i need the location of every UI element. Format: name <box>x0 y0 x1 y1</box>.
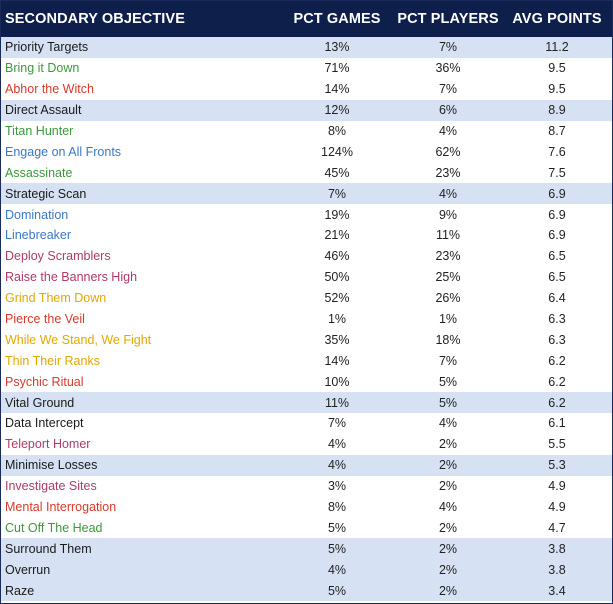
pct-players-cell: 62% <box>435 144 461 159</box>
pct-players-cell: 2% <box>438 583 458 598</box>
avg-points-cell: 6.5 <box>548 270 566 285</box>
pct-players-cell: 6% <box>438 103 458 118</box>
pct-games-cell: 46% <box>324 249 350 264</box>
header-pct-players: PCT PLAYERS <box>397 11 499 27</box>
pct-players-cell: 7% <box>438 82 458 97</box>
pct-players-cell: 25% <box>435 270 461 285</box>
table-row <box>1 559 612 580</box>
pct-games-cell: 4% <box>327 562 347 577</box>
pct-games-cell: 5% <box>327 541 347 556</box>
pct-players-cell: 26% <box>435 291 461 306</box>
avg-points-cell: 6.9 <box>548 207 566 222</box>
table-row <box>1 225 612 246</box>
table-row <box>1 434 612 455</box>
header-pct-games: PCT GAMES <box>293 11 381 27</box>
pct-games-cell: 14% <box>324 353 350 368</box>
pct-players-cell: 1% <box>438 312 458 327</box>
avg-points-cell: 6.5 <box>548 249 566 264</box>
objective-name: Titan Hunter <box>5 124 74 138</box>
pct-games-cell: 21% <box>324 228 350 243</box>
table-row <box>1 100 612 121</box>
avg-points-cell: 6.4 <box>548 291 566 306</box>
pct-players-cell: 2% <box>438 437 458 452</box>
pct-players-cell: 2% <box>438 479 458 494</box>
avg-points-cell: 7.6 <box>548 144 566 159</box>
avg-points-cell: 9.5 <box>548 61 566 76</box>
objective-name: Priority Targets <box>5 40 89 55</box>
table-body <box>1 37 612 601</box>
avg-points-cell: 6.3 <box>548 332 566 347</box>
objective-name: Abhor the Witch <box>5 82 94 97</box>
avg-points-cell: 3.8 <box>548 562 566 577</box>
pct-games-cell: 11% <box>324 395 350 410</box>
avg-points-cell: 5.3 <box>548 458 566 473</box>
objective-name: Mental Interrogation <box>5 500 117 515</box>
avg-points-cell: 6.9 <box>548 228 566 243</box>
table-row <box>1 413 612 434</box>
objective-name: Grind Them Down <box>5 291 107 306</box>
pct-games-cell: 5% <box>327 520 347 535</box>
table-row <box>1 183 612 204</box>
objective-name: Engage on All Fronts <box>5 144 122 159</box>
objective-name: Assassinate <box>5 165 73 180</box>
avg-points-cell: 4.7 <box>548 520 566 535</box>
pct-players-cell: 2% <box>438 562 458 577</box>
table-row <box>1 288 612 309</box>
pct-games-cell: 19% <box>324 207 350 222</box>
objective-name: Psychic Ritual <box>5 374 84 389</box>
objective-name: Minimise Losses <box>5 458 98 473</box>
objective-name: Vital Ground <box>5 395 75 410</box>
table-row <box>1 580 612 601</box>
objective-name: Deploy Scramblers <box>5 249 111 264</box>
table-row <box>1 455 612 476</box>
table-row <box>1 121 612 142</box>
pct-players-cell: 5% <box>438 374 458 389</box>
pct-players-cell: 36% <box>435 61 461 76</box>
objective-name: Cut Off The Head <box>5 520 103 535</box>
objective-name: Direct Assault <box>5 103 82 118</box>
table-row <box>1 267 612 288</box>
avg-points-cell: 4.9 <box>548 500 566 515</box>
table-row <box>1 497 612 518</box>
pct-players-cell: 4% <box>438 416 458 431</box>
table-row <box>1 309 612 330</box>
table-row <box>1 246 612 267</box>
objective-name: Raise the Banners High <box>5 270 138 285</box>
objective-name: Domination <box>5 207 69 222</box>
table-row <box>1 392 612 413</box>
avg-points-cell: 8.9 <box>548 103 566 118</box>
table-row <box>1 79 612 100</box>
table-row <box>1 37 612 58</box>
table-row <box>1 350 612 371</box>
avg-points-cell: 6.9 <box>548 186 566 201</box>
avg-points-cell: 6.1 <box>548 416 566 431</box>
pct-players-cell: 23% <box>435 249 461 264</box>
objective-name: Teleport Homer <box>5 437 91 452</box>
pct-players-cell: 9% <box>438 207 458 222</box>
avg-points-cell: 9.5 <box>548 82 566 97</box>
objective-name: Data Intercept <box>5 416 84 431</box>
table-row <box>1 329 612 350</box>
table-row <box>1 162 612 183</box>
pct-players-cell: 2% <box>438 520 458 535</box>
table-row <box>1 141 612 162</box>
pct-games-cell: 3% <box>327 479 347 494</box>
avg-points-cell: 6.2 <box>548 395 566 410</box>
objective-name: Surround Them <box>5 541 92 556</box>
objective-name: Pierce the Veil <box>5 312 85 327</box>
pct-games-cell: 14% <box>324 82 350 97</box>
avg-points-cell: 6.2 <box>548 374 566 389</box>
avg-points-cell: 5.5 <box>548 437 566 452</box>
pct-players-cell: 7% <box>438 353 458 368</box>
objective-name: Investigate Sites <box>5 479 97 494</box>
pct-players-cell: 11% <box>435 228 461 243</box>
avg-points-cell: 6.3 <box>548 312 566 327</box>
pct-games-cell: 50% <box>324 270 350 285</box>
objective-name: Raze <box>5 583 35 598</box>
table-row <box>1 538 612 559</box>
avg-points-cell: 8.7 <box>548 124 566 138</box>
objective-name: While We Stand, We Fight <box>5 332 152 347</box>
avg-points-cell: 6.2 <box>548 353 566 368</box>
pct-games-cell: 35% <box>324 332 350 347</box>
pct-games-cell: 4% <box>327 437 347 452</box>
pct-players-cell: 4% <box>438 500 458 515</box>
avg-points-cell: 3.4 <box>548 583 566 598</box>
pct-games-cell: 12% <box>324 103 350 118</box>
pct-games-cell: 8% <box>327 500 347 515</box>
avg-points-cell: 4.9 <box>548 479 566 494</box>
pct-games-cell: 1% <box>327 312 347 327</box>
avg-points-cell: 7.5 <box>548 165 566 180</box>
table-header <box>1 1 612 37</box>
header-objective: SECONDARY OBJECTIVE <box>5 11 185 27</box>
objective-name: Strategic Scan <box>5 186 87 201</box>
table-row <box>1 476 612 497</box>
objective-name: Thin Their Ranks <box>5 353 100 368</box>
objective-name: Bring it Down <box>5 61 80 76</box>
pct-games-cell: 7% <box>327 186 347 201</box>
pct-players-cell: 18% <box>435 332 461 347</box>
pct-games-cell: 10% <box>324 374 350 389</box>
pct-players-cell: 2% <box>438 541 458 556</box>
table-row <box>1 517 612 538</box>
pct-games-cell: 7% <box>327 416 347 431</box>
header-avg-points: AVG POINTS <box>512 11 602 27</box>
pct-games-cell: 8% <box>327 124 347 138</box>
objective-name: Linebreaker <box>5 228 72 243</box>
pct-games-cell: 71% <box>324 61 350 76</box>
avg-points-cell: 3.8 <box>548 541 566 556</box>
pct-games-cell: 5% <box>327 583 347 598</box>
avg-points-cell: 11.2 <box>545 40 569 55</box>
pct-games-cell: 13% <box>324 40 350 55</box>
pct-players-cell: 7% <box>438 40 458 55</box>
pct-games-cell: 124% <box>321 144 353 159</box>
pct-players-cell: 5% <box>438 395 458 410</box>
pct-games-cell: 45% <box>324 165 350 180</box>
table-row <box>1 58 612 79</box>
pct-games-cell: 4% <box>327 458 347 473</box>
table-row <box>1 371 612 392</box>
pct-players-cell: 23% <box>435 165 461 180</box>
pct-players-cell: 2% <box>438 458 458 473</box>
pct-players-cell: 4% <box>438 124 458 138</box>
table-row <box>1 204 612 225</box>
objective-name: Overrun <box>5 562 51 577</box>
pct-games-cell: 52% <box>324 291 350 306</box>
pct-players-cell: 4% <box>438 186 458 201</box>
